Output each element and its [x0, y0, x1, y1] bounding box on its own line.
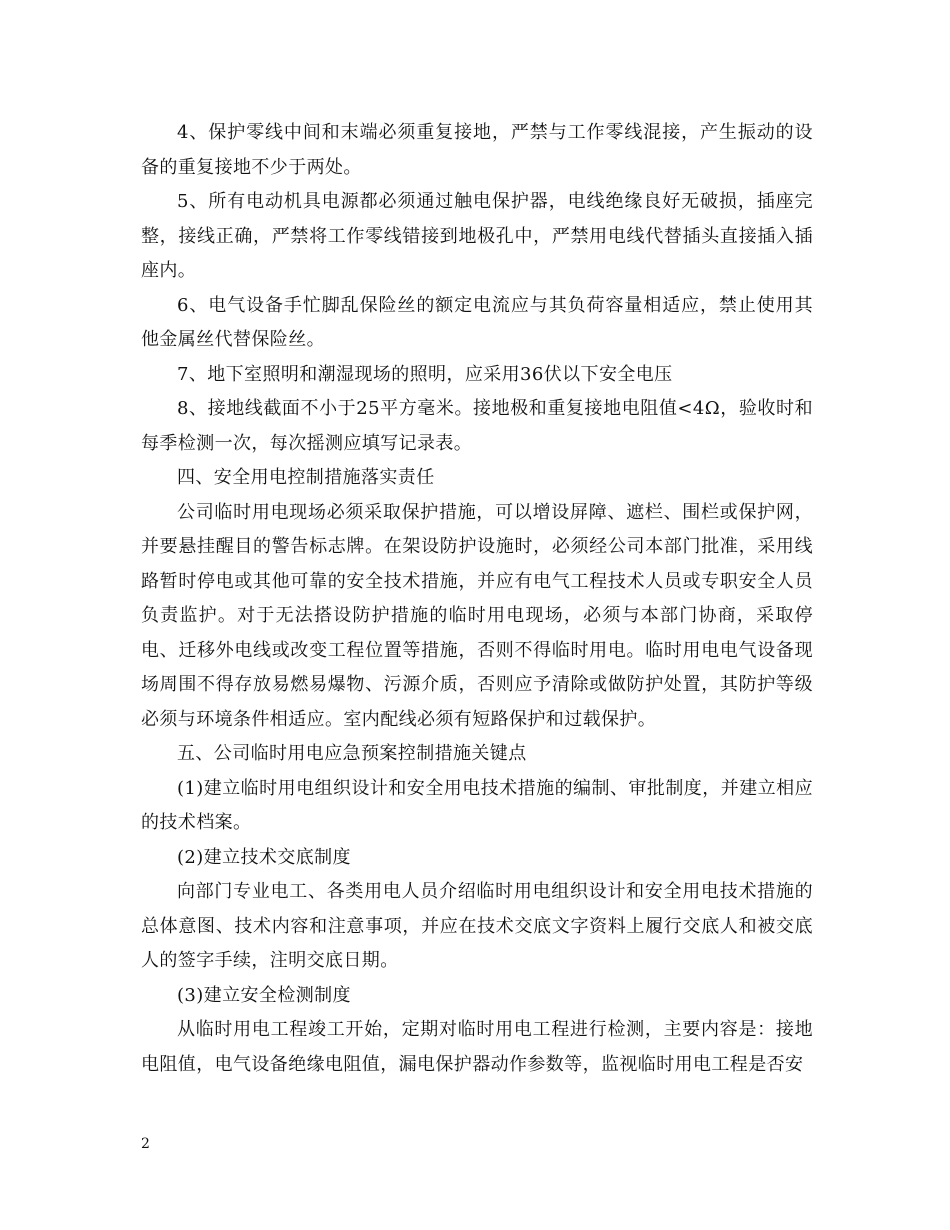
paragraph-item-4: 4、保护零线中间和末端必须重复接地，严禁与工作零线混接，产生振动的设备的重复接地不少于两处。: [141, 122, 813, 178]
list-item-1: (1)建立临时用电组织设计和安全用电技术措施的编制、审批制度，并建立相应的技术档案。: [141, 777, 813, 833]
list-item-3: (3)建立安全检测制度: [177, 984, 351, 1006]
paragraph-briefing: 向部门专业电工、各类用电人员介绍临时用电组织设计和安全用电技术措施的总体意图、技术内容和注意事项，并应在技术交底文字资料上履行交底人和被交底人的签字手续，注明交底日期。: [141, 881, 813, 971]
paragraph-item-8: 8、接地线截面不小于25平方毫米。接地极和重复接地电阻值<4Ω，验收时和每季检测一次，每次摇测应填写记录表。: [141, 398, 813, 454]
paragraph-inspection: 从临时用电工程竣工开始，定期对临时用电工程进行检测，主要内容是：接地电阻值，电气设备绝缘电阻值，漏电保护器动作参数等，监视临时用电工程是否安: [141, 1019, 813, 1075]
section-heading-4: 四、安全用电控制措施落实责任: [177, 467, 435, 488]
page-number: 2: [141, 1136, 150, 1152]
document-body: [141, 116, 813, 1082]
paragraph-item-7: 7、地下室照明和潮湿现场的照明，应采用36伏以下安全电压: [177, 363, 673, 385]
paragraph-responsibility: 公司临时用电现场必须采取保护措施，可以增设屏障、遮栏、围栏或保护网，并要悬挂醒目的警告标志牌。在架设防护设施时，必须经公司本部门批准，采用线路暂时停电或其他可靠的安全技术措施，并应有电气工程技术人员或专职安全人员负责监护。对于无法搭设防护措施的临时用电现场，必须与本部门协商，采取停电、迁移外电线或改变工程位置等措施，否则不得临时用电。临时用电电气设备现场周围不得存放易燃易爆物、污源介质，否则应予清除或做防护处置，其防护等级必须与环境条件相适应。室内配线必须有短路保护和过载保护。: [141, 501, 813, 730]
list-item-2: (2)建立技术交底制度: [177, 846, 351, 868]
paragraph-item-6: 6、电气设备手忙脚乱保险丝的额定电流应与其负荷容量相适应，禁止使用其他金属丝代替保险丝。: [141, 294, 813, 350]
section-heading-5: 五、公司临时用电应急预案控制措施关键点: [177, 743, 527, 764]
paragraph-item-5: 5、所有电动机具电源都必须通过触电保护器，电线绝缘良好无破损，插座完整，接线正确，严禁将工作零线错接到地极孔中，严禁用电线代替插头直接插入插座内。: [141, 191, 813, 281]
